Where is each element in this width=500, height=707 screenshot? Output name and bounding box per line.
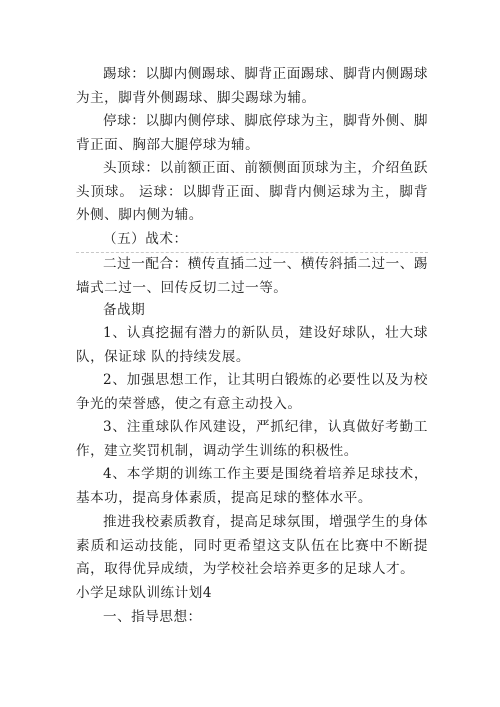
section-heading-guiding-ideology: 一、指导思想：: [103, 609, 202, 625]
section-heading-tactics: （五）战术：: [103, 231, 188, 247]
list-item-4: 4、本学期的训练工作主要是围绕着培养足球技术，基本功，提高身体素质，提高足球的整体水平。: [76, 466, 428, 506]
document-title-plan-4: 小学足球队训练计划4: [76, 585, 212, 601]
paragraph-give-and-go: 二过一配合：横传直插二过一、横传斜插二过一、踢墙式二过一、回传反切二过一等。: [76, 256, 428, 296]
section-heading-preparation: 备战期: [103, 302, 146, 318]
paragraph-conclusion: 推进我校素质教育，提高足球氛围，增强学生的身体素质和运动技能，同时更希望这支队伍在比赛中不断提高，取得优异成绩，为学校社会培养更多的足球人才。: [76, 514, 428, 577]
list-item-1: 1、认真挖掘有潜力的新队员，建设好球队，壮大球队，保证球 队的持续发展。: [76, 325, 428, 365]
list-item-2: 2、加强思想工作，让其明白锻炼的必要性以及为校争光的荣誉感，使之有意主动投入。: [76, 372, 428, 412]
list-item-3: 3、注重球队作风建设，严抓纪律，认真做好考勤工作，建立奖罚机制，调动学生训练的积极性。: [76, 419, 428, 459]
paragraph-kicking: 踢球：以脚内侧踢球、脚背正面踢球、脚背内侧踢球为主，脚背外侧踢球、脚尖踢球为辅。: [76, 66, 428, 106]
paragraph-heading-dribbling: 头顶球：以前额正面、前额侧面顶球为主，介绍鱼跃头顶球。 运球：以脚背正面、脚背内侧运球为主，脚背外侧、脚内侧为辅。: [76, 160, 428, 223]
paragraph-trapping: 停球：以脚内侧停球、脚底停球为主，脚背外侧、脚背正面、胸部大腿停球为辅。: [76, 113, 428, 153]
